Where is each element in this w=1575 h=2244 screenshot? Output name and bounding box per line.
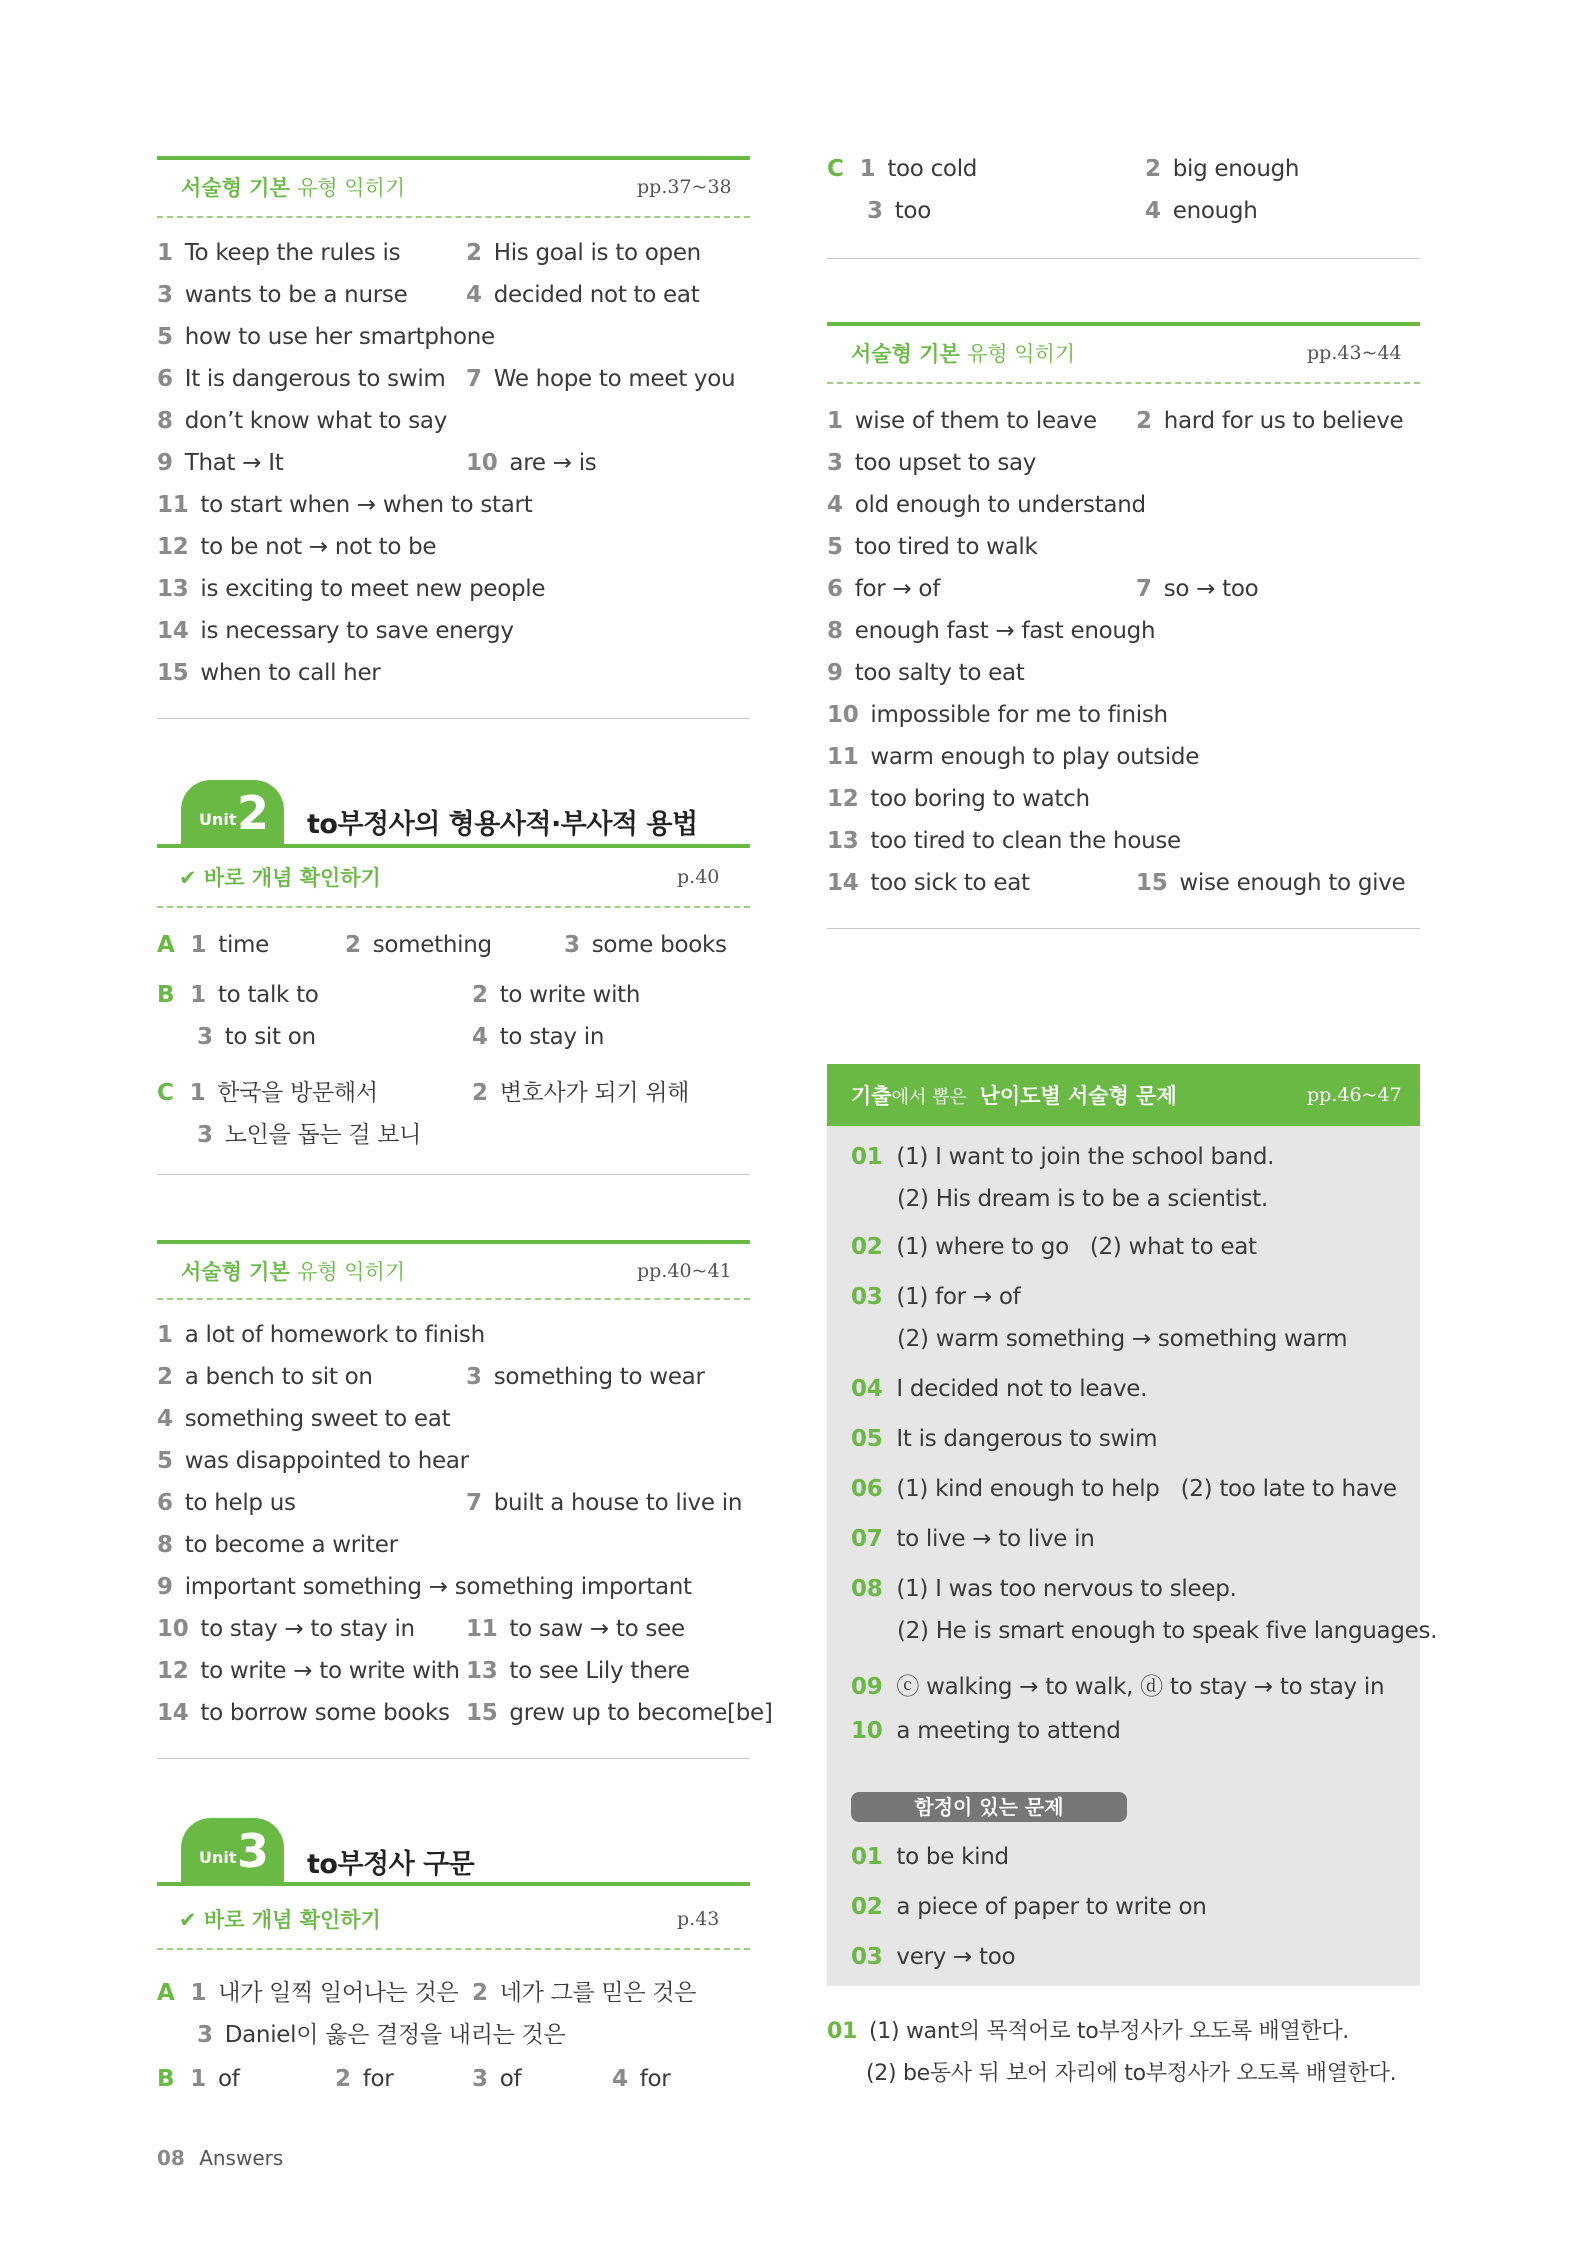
answer-item: 10 to stay → to stay in — [157, 1616, 415, 1642]
answer-item: 11 to saw → to see — [466, 1616, 685, 1642]
answer-group-C: C 1 한국을 방문해서 — [157, 1080, 378, 1106]
answer-item: 2 네가 그를 믿은 것은 — [472, 1980, 697, 2006]
answer-item: 4 enough — [1145, 198, 1258, 224]
answer-group-A: A 1 내가 일찍 일어나는 것은 — [157, 1980, 459, 2006]
exam-item-line: (2) warm something → something warm — [897, 1326, 1348, 1352]
section-title-bold: 서술형 기본 — [181, 176, 290, 200]
section-rule — [827, 322, 1420, 326]
unit-label: Unit — [199, 1848, 237, 1867]
exam-header-title: 기출에서 뽑은 난이도별 서술형 문제 — [851, 1084, 1177, 1108]
dashed-divider — [157, 216, 750, 218]
page-footer — [157, 2146, 283, 2170]
page-ref: pp.40~41 — [637, 1260, 732, 1282]
answer-item: 15 when to call her — [157, 660, 381, 686]
answer-item: 6 It is dangerous to swim — [157, 366, 446, 392]
answer-item: 4 to stay in — [472, 1024, 605, 1050]
answer-item: 13 too tired to clean the house — [827, 828, 1181, 854]
section-rule — [157, 1240, 750, 1244]
answer-item: 3 노인을 돕는 걸 보니 — [197, 1122, 422, 1148]
exam-item-line: (2) His dream is to be a scientist. — [897, 1186, 1268, 1212]
answer-group-B: B 1 of — [157, 2066, 240, 2092]
concept-check-title: ✔ 바로 개념 확인하기 — [179, 866, 381, 890]
answer-item: 9 important something → something important — [157, 1574, 692, 1600]
answer-item: 6 for → of — [827, 576, 941, 602]
answer-item: 3 too — [867, 198, 931, 224]
answer-item: 10 are → is — [466, 450, 597, 476]
answer-item: 12 to be not → not to be — [157, 534, 437, 560]
answer-item: 12 too boring to watch — [827, 786, 1090, 812]
answer-item: 3 something to wear — [466, 1364, 705, 1390]
section-end-divider — [157, 1174, 750, 1175]
answer-item: 5 too tired to walk — [827, 534, 1038, 560]
answer-item: 11 to start when → when to start — [157, 492, 533, 518]
answer-item: 15 wise enough to give — [1136, 870, 1406, 896]
answer-item: 9 too salty to eat — [827, 660, 1025, 686]
section-end-divider — [827, 928, 1420, 929]
answer-item: 3 of — [472, 2066, 522, 2092]
answer-group-C: C 1 too cold — [827, 156, 978, 182]
answer-item: 3 too upset to say — [827, 450, 1037, 476]
page-ref: p.40 — [677, 866, 720, 888]
trap-item: 02 a piece of paper to write on — [851, 1894, 1207, 1920]
answer-item: 11 warm enough to play outside — [827, 744, 1200, 770]
answer-item: 15 grew up to become[be] — [466, 1700, 773, 1726]
dashed-divider — [827, 382, 1420, 384]
checkmark-icon: ✔ — [179, 1908, 197, 1932]
answer-item: 5 how to use her smartphone — [157, 324, 495, 350]
exam-item: 04 I decided not to leave. — [851, 1376, 1148, 1402]
answer-item: 4 old enough to understand — [827, 492, 1146, 518]
unit-badge — [181, 780, 284, 844]
section-end-divider — [157, 718, 750, 719]
trap-item: 03 very → too — [851, 1944, 1016, 1970]
section-title: 서술형 기본 유형 익히기 — [181, 1260, 406, 1284]
answer-item: 2 to write with — [472, 982, 641, 1008]
section-rule — [157, 1882, 750, 1886]
page-ref: pp.37~38 — [637, 176, 732, 198]
section-rule — [157, 156, 750, 160]
exam-problems-box — [827, 1064, 1438, 1986]
exam-problems-header — [827, 1064, 1420, 1126]
page-ref: pp.46~47 — [1307, 1084, 1402, 1106]
answer-item: 7 built a house to live in — [466, 1490, 743, 1516]
answer-item: 4 decided not to eat — [466, 282, 700, 308]
section-end-divider — [157, 1758, 750, 1759]
dashed-divider — [157, 906, 750, 908]
answer-item: 14 to borrow some books — [157, 1700, 450, 1726]
explanation-item: 01 (1) want의 목적어로 to부정사가 오도록 배열한다. — [827, 2019, 1350, 2044]
answer-item: 13 to see Lily there — [466, 1658, 690, 1684]
exam-item: 09 ⓒ walking → to walk, ⓓ to stay → to stay in — [851, 1674, 1385, 1700]
footer-label: Answers — [199, 2146, 284, 2170]
exam-item: 08 (1) I was too nervous to sleep. — [851, 1576, 1237, 1602]
exam-item: 01 (1) I want to join the school band. — [851, 1144, 1275, 1170]
dashed-divider — [157, 1948, 750, 1950]
explanation-line: (2) be동사 뒤 보어 자리에 to부정사가 오도록 배열한다. — [866, 2061, 1397, 2086]
answer-item: 13 is exciting to meet new people — [157, 576, 546, 602]
answer-item: 10 impossible for me to finish — [827, 702, 1168, 728]
concept-check-title: ✔ 바로 개념 확인하기 — [179, 1908, 381, 1932]
answer-item: 2 변호사가 되기 위해 — [472, 1080, 690, 1106]
answer-item: 2 His goal is to open — [466, 240, 701, 266]
answer-item: 3 Daniel이 옳은 결정을 내리는 것은 — [197, 2022, 566, 2048]
exam-item: 06 (1) kind enough to help (2) too late to have — [851, 1476, 1397, 1502]
unit-number: 3 — [237, 1824, 270, 1878]
unit-title: to부정사의 형용사적·부사적 용법 — [307, 809, 698, 840]
section-title: 서술형 기본 유형 익히기 — [851, 342, 1076, 366]
answer-item: 5 was disappointed to hear — [157, 1448, 469, 1474]
unit-badge — [181, 1818, 284, 1882]
section-title — [181, 172, 405, 202]
page-ref: pp.43~44 — [1307, 342, 1402, 364]
answer-item: 8 don’t know what to say — [157, 408, 447, 434]
answer-item: 7 so → too — [1136, 576, 1259, 602]
answer-item: 2 something — [345, 932, 492, 958]
section-rule — [157, 844, 750, 848]
answer-item: 4 something sweet to eat — [157, 1406, 451, 1432]
answer-item: 3 some books — [564, 932, 727, 958]
exam-item: 02 (1) where to go (2) what to eat — [851, 1234, 1257, 1260]
answer-item: 14 is necessary to save energy — [157, 618, 514, 644]
answer-item: 3 to sit on — [197, 1024, 316, 1050]
answer-item: 2 a bench to sit on — [157, 1364, 373, 1390]
section-title-light: 유형 익히기 — [297, 176, 406, 200]
answer-item: 3 wants to be a nurse — [157, 282, 408, 308]
answer-item: 6 to help us — [157, 1490, 296, 1516]
section-end-divider — [827, 258, 1420, 259]
answer-item: 8 enough fast → fast enough — [827, 618, 1156, 644]
answer-item: 2 big enough — [1145, 156, 1300, 182]
answer-item: 8 to become a writer — [157, 1532, 398, 1558]
dashed-divider — [157, 1298, 750, 1300]
answer-item: 1 To keep the rules is — [157, 240, 401, 266]
answer-item: 7 We hope to meet you — [466, 366, 736, 392]
page-number: 08 — [157, 2146, 185, 2170]
answer-item: 1 a lot of homework to finish — [157, 1322, 485, 1348]
answer-item: 2 for — [335, 2066, 394, 2092]
exam-item: 05 It is dangerous to swim — [851, 1426, 1158, 1452]
trap-item: 01 to be kind — [851, 1844, 1009, 1870]
unit-label: Unit — [199, 810, 237, 829]
page-ref: p.43 — [677, 1908, 720, 1930]
answer-group-B: B 1 to talk to — [157, 982, 319, 1008]
unit-title: to부정사 구문 — [307, 1849, 475, 1880]
answer-item: 12 to write → to write with — [157, 1658, 460, 1684]
exam-item: 03 (1) for → of — [851, 1284, 1021, 1310]
answer-item: 9 That → It — [157, 450, 284, 476]
answer-item: 1 wise of them to leave — [827, 408, 1097, 434]
unit-number: 2 — [237, 786, 270, 840]
answer-item: 14 too sick to eat — [827, 870, 1030, 896]
answer-item: 2 hard for us to believe — [1136, 408, 1404, 434]
trap-problems-label: 함정이 있는 문제 — [851, 1792, 1127, 1822]
exam-item-line: (2) He is smart enough to speak five languages. — [897, 1618, 1438, 1644]
answer-item: 4 for — [612, 2066, 671, 2092]
exam-item: 10 a meeting to attend — [851, 1718, 1121, 1744]
answer-group-A: A 1 time — [157, 932, 269, 958]
checkmark-icon: ✔ — [179, 866, 197, 890]
exam-item: 07 to live → to live in — [851, 1526, 1095, 1552]
